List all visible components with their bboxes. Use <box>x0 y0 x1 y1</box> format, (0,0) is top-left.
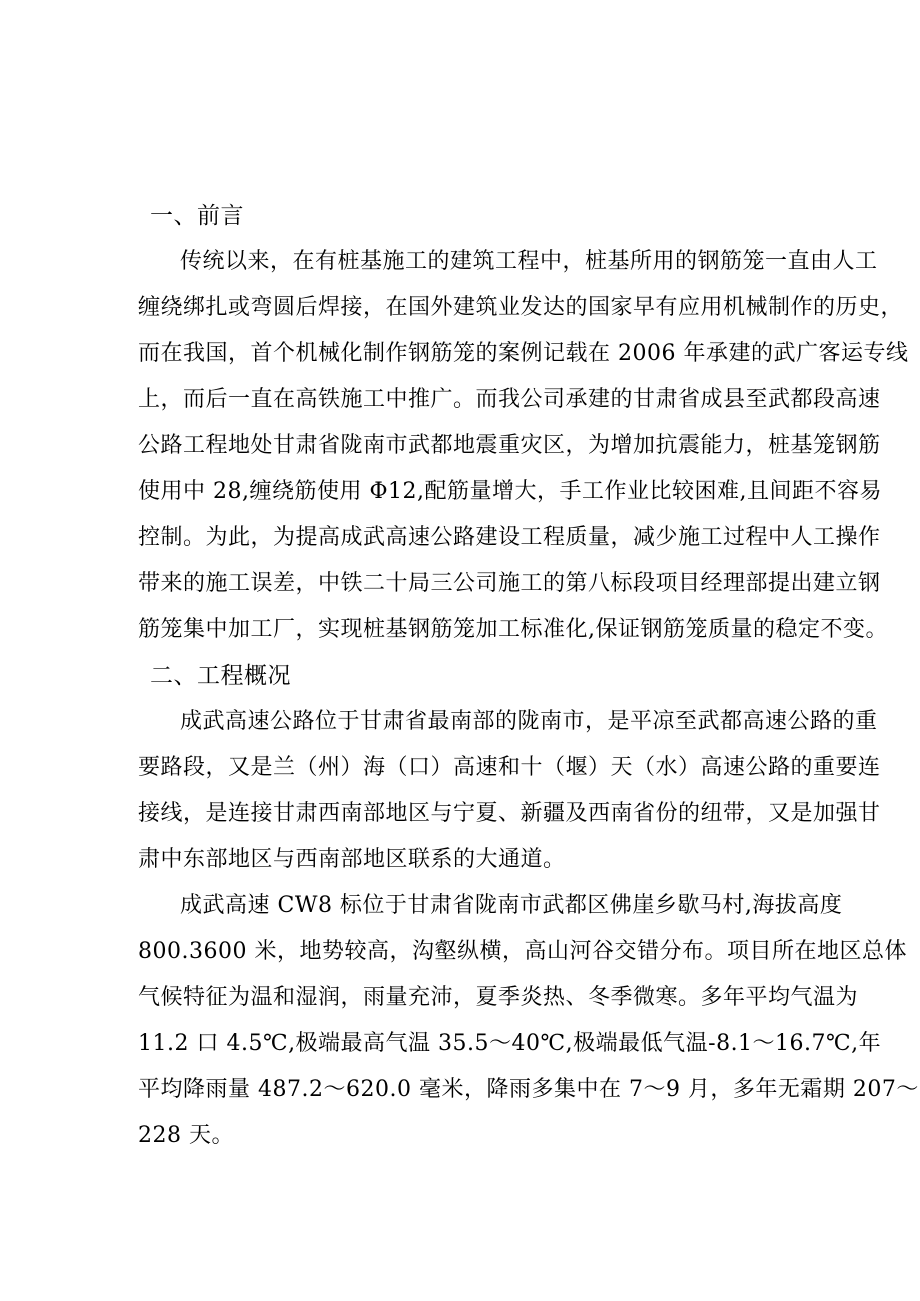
paragraph-line: 800.3600 米，地势较高，沟壑纵横，高山河谷交错分布。项目所在地区总体 <box>138 939 907 964</box>
paragraph-line: 228 天。 <box>138 1123 234 1148</box>
paragraph-line: 肃中东部地区与西南部地区联系的大通道。 <box>138 847 566 872</box>
paragraph-line: 筋笼集中加工厂，实现桩基钢筋笼加工标准化,保证钢筋笼质量的稳定不变。 <box>138 617 888 642</box>
paragraph-line: 带来的施工误差，中铁二十局三公司施工的第八标段项目经理部提出建立钢 <box>138 571 881 596</box>
paragraph-line: 气候特征为温和湿润，雨量充沛，夏季炎热、冬季微寒。多年平均气温为 <box>138 985 859 1010</box>
paragraph-line: 控制。为此，为提高成武高速公路建设工程质量，减少施工过程中人工操作 <box>138 525 881 550</box>
section-heading-overview: 二、工程概况 <box>150 663 291 689</box>
paragraph-line: 上，而后一直在高铁施工中推广。而我公司承建的甘肃省成县至武都段高速 <box>138 387 881 412</box>
paragraph-line: 使用中 28,缠绕筋使用 Φ12,配筋量增大，手工作业比较困难,且间距不容易 <box>138 479 882 504</box>
paragraph-line: 传统以来，在有桩基施工的建筑工程中，桩基所用的钢筋笼一直由人工 <box>180 249 878 274</box>
paragraph-line: 公路工程地处甘肃省陇南市武都地震重灾区，为增加抗震能力，桩基笼钢筋 <box>138 433 881 458</box>
paragraph-line: 而在我国，首个机械化制作钢筋笼的案例记载在 2006 年承建的武广客运专线 <box>138 341 909 366</box>
paragraph-line: 11.2 口 4.5℃,极端最高气温 35.5～40℃,极端最低气温-8.1～16.7℃,年 <box>138 1031 882 1056</box>
paragraph-line: 要路段，又是兰（州）海（口）高速和十（堰）天（水）高速公路的重要连 <box>138 755 881 780</box>
paragraph-line: 平均降雨量 487.2～620.0 毫米，降雨多集中在 7～9 月，多年无霜期 207～ <box>138 1077 919 1102</box>
paragraph-line: 缠绕绑扎或弯圆后焊接，在国外建筑业发达的国家早有应用机械制作的历史， <box>138 295 904 320</box>
section-heading-preface: 一、前言 <box>150 203 244 229</box>
paragraph-line: 接线，是连接甘肃西南部地区与宁夏、新疆及西南省份的纽带，又是加强甘 <box>138 801 881 826</box>
paragraph-line: 成武高速公路位于甘肃省最南部的陇南市，是平凉至武都高速公路的重 <box>180 709 878 734</box>
paragraph-line: 成武高速 CW8 标位于甘肃省陇南市武都区佛崖乡歇马村,海拔高度 <box>180 893 843 918</box>
